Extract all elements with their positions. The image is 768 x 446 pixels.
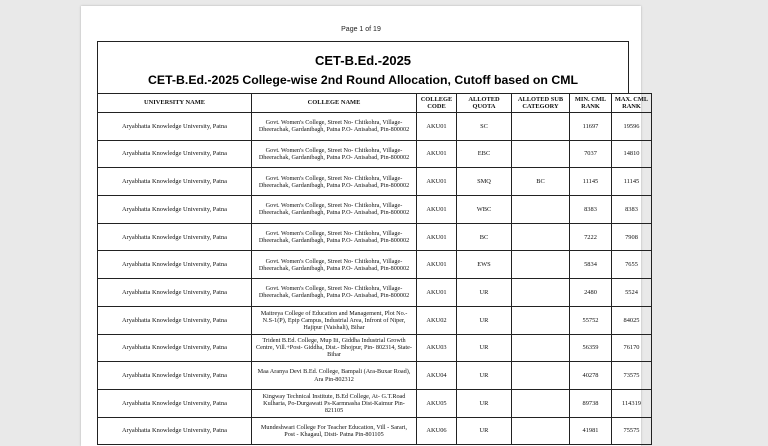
cell-college-code: AKU02 (417, 306, 457, 334)
cell-sub-category (512, 362, 570, 390)
cell-max-rank: 5524 (612, 279, 652, 307)
cell-sub-category: BC (512, 168, 570, 196)
pdf-page (81, 6, 649, 446)
document-title: CET-B.Ed.-2025 (314, 53, 412, 68)
cell-college-code: AKU06 (417, 417, 457, 445)
cell-college: Govt. Women's College, Street No- Chitkohra, Village- Dheerachak, Gardanibagh, Patna P.O- Anisabad, Pin-800002 (252, 223, 417, 251)
table-header-row (98, 94, 652, 113)
cell-sub-category (512, 306, 570, 334)
cell-quota: BC (457, 223, 512, 251)
cell-college: Govt. Women's College, Street No- Chitkohra, Village- Dheerachak, Gardanibagh, Patna P.O- Anisabad, Pin-800002 (252, 140, 417, 168)
cell-college: Kingway Technical Institute, B.Ed College, At- G.T.Road Kulharia, Po-Durgawati Ps-Karmnasha Dist-Kaimur Pin-821105 (252, 389, 417, 417)
cell-min-rank: 40278 (570, 362, 612, 390)
cell-quota: EWS (457, 251, 512, 279)
cell-max-rank: 14810 (612, 140, 652, 168)
header-college-code: COLLEGE CODE (417, 94, 457, 113)
cell-college: Govt. Women's College, Street No- Chitkohra, Village- Dheerachak, Gardanibagh, Patna P.O- Anisabad, Pin-800002 (252, 168, 417, 196)
cell-university: Aryabhatta Knowledge University, Patna (98, 279, 252, 307)
cell-quota: UR (457, 389, 512, 417)
cell-college: Govt. Women's College, Street No- Chitkohra, Village- Dheerachak, Gardanibagh, Patna P.O- Anisabad, Pin-800002 (252, 279, 417, 307)
cell-college-code: AKU01 (417, 223, 457, 251)
cell-min-rank: 11697 (570, 113, 612, 141)
cell-min-rank: 7222 (570, 223, 612, 251)
cell-university: Aryabhatta Knowledge University, Patna (98, 196, 252, 224)
table-row (98, 417, 652, 445)
cell-college-code: AKU01 (417, 168, 457, 196)
table-row (98, 362, 652, 390)
cell-min-rank: 56359 (570, 334, 612, 362)
cell-min-rank: 5834 (570, 251, 612, 279)
page-number: Page 1 of 19 (341, 26, 381, 33)
header-alloted-quota: ALLOTED QUOTA (457, 94, 512, 113)
table-row (98, 113, 652, 141)
cell-college: Govt. Women's College, Street No- Chitkohra, Village- Dheerachak, Gardanibagh, Patna P.O- Anisabad, Pin-800002 (252, 251, 417, 279)
cell-quota: WBC (457, 196, 512, 224)
cell-college: Govt. Women's College, Street No- Chitkohra, Village- Dheerachak, Gardanibagh, Patna P.O- Anisabad, Pin-800002 (252, 196, 417, 224)
cell-college: Maa Aranya Devi B.Ed. College, Bampali (Ara-Buxar Road), Ara Pin-802312 (252, 362, 417, 390)
cell-sub-category (512, 223, 570, 251)
cell-sub-category (512, 417, 570, 445)
cell-university: Aryabhatta Knowledge University, Patna (98, 113, 252, 141)
cell-quota: UR (457, 334, 512, 362)
cell-max-rank: 19596 (612, 113, 652, 141)
cell-college-code: AKU01 (417, 113, 457, 141)
table-row (98, 223, 652, 251)
cell-min-rank: 11145 (570, 168, 612, 196)
cell-college-code: AKU05 (417, 389, 457, 417)
cell-max-rank: 75575 (612, 417, 652, 445)
cell-sub-category (512, 113, 570, 141)
cell-sub-category (512, 279, 570, 307)
cell-sub-category (512, 389, 570, 417)
cell-max-rank: 7655 (612, 251, 652, 279)
cell-quota: UR (457, 306, 512, 334)
table-row (98, 279, 652, 307)
header-max-cml-rank: MAX. CML RANK (612, 94, 652, 113)
cell-quota: EBC (457, 140, 512, 168)
header-min-cml-rank: MIN. CML RANK (570, 94, 612, 113)
cell-college: Mundeshwari College For Teacher Education, Vill - Sarari, Post - Khagaul, Distt- Patna Pin-801105 (252, 417, 417, 445)
table-row (98, 389, 652, 417)
cell-max-rank: 7908 (612, 223, 652, 251)
allocation-table (97, 93, 652, 445)
cell-max-rank: 11145 (612, 168, 652, 196)
cell-min-rank: 7037 (570, 140, 612, 168)
cell-college-code: AKU01 (417, 279, 457, 307)
cell-university: Aryabhatta Knowledge University, Patna (98, 417, 252, 445)
cell-min-rank: 2480 (570, 279, 612, 307)
cell-quota: SMQ (457, 168, 512, 196)
cell-college: Maitreya College of Education and Management, Plot No.-N.S-1(P), Epip Campus, Industrial Area, Infront of Niper, Hajipur (Vaishali), Bihar (252, 306, 417, 334)
cell-min-rank: 41981 (570, 417, 612, 445)
table-row (98, 306, 652, 334)
document-subtitle: CET-B.Ed.-2025 College-wise 2nd Round Allocation, Cutoff based on CML (148, 73, 578, 87)
cell-college-code: AKU01 (417, 196, 457, 224)
cell-university: Aryabhatta Knowledge University, Patna (98, 389, 252, 417)
cell-max-rank: 114319 (612, 389, 652, 417)
cell-college-code: AKU01 (417, 140, 457, 168)
cell-max-rank: 8383 (612, 196, 652, 224)
cell-min-rank: 8383 (570, 196, 612, 224)
cell-sub-category (512, 334, 570, 362)
cell-college-code: AKU01 (417, 251, 457, 279)
cell-sub-category (512, 140, 570, 168)
cell-max-rank: 73575 (612, 362, 652, 390)
cell-university: Aryabhatta Knowledge University, Patna (98, 251, 252, 279)
table-row (98, 251, 652, 279)
header-alloted-sub-category: ALLOTED SUB CATEGORY (512, 94, 570, 113)
header-university-name: UNIVERSITY NAME (98, 94, 252, 113)
cell-university: Aryabhatta Knowledge University, Patna (98, 362, 252, 390)
cell-college: Govt. Women's College, Street No- Chitkohra, Village- Dheerachak, Gardanibagh, Patna P.O- Anisabad, Pin-800002 (252, 113, 417, 141)
cell-college-code: AKU03 (417, 334, 457, 362)
cell-quota: UR (457, 362, 512, 390)
cell-university: Aryabhatta Knowledge University, Patna (98, 223, 252, 251)
cell-quota: SC (457, 113, 512, 141)
cell-university: Aryabhatta Knowledge University, Patna (98, 306, 252, 334)
table-row (98, 334, 652, 362)
cell-college-code: AKU04 (417, 362, 457, 390)
table-row (98, 168, 652, 196)
cell-sub-category (512, 196, 570, 224)
title-box (97, 41, 629, 94)
cell-quota: UR (457, 417, 512, 445)
cell-university: Aryabhatta Knowledge University, Patna (98, 334, 252, 362)
table-row (98, 196, 652, 224)
table-row (98, 140, 652, 168)
cell-quota: UR (457, 279, 512, 307)
cell-university: Aryabhatta Knowledge University, Patna (98, 140, 252, 168)
cell-min-rank: 89738 (570, 389, 612, 417)
cell-sub-category (512, 251, 570, 279)
cell-min-rank: 55752 (570, 306, 612, 334)
cell-max-rank: 84025 (612, 306, 652, 334)
cell-college: Trident B.Ed. College, Mup Iii, Giddha Industrial Growth Centre, Vill.+Post- Giddha, Dist.- Bhojpur, Pin- 802314, State- Bihar (252, 334, 417, 362)
header-college-name: COLLEGE NAME (252, 94, 417, 113)
cell-max-rank: 76170 (612, 334, 652, 362)
cell-university: Aryabhatta Knowledge University, Patna (98, 168, 252, 196)
